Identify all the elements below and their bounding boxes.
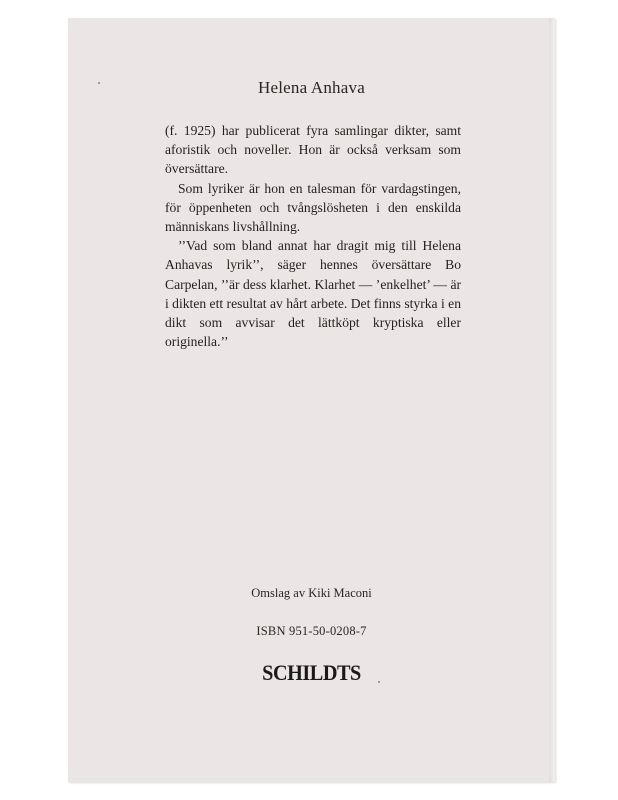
cover-credit: Omslag av Kiki Maconi bbox=[251, 586, 372, 600]
isbn: ISBN 951-50-0208-7 bbox=[256, 624, 367, 638]
blurb-paragraph-poet: Som lyriker är hon en talesman för vardagstingen, för öppenheten och tvångslösheten i den enskilda människans livshållning. bbox=[165, 180, 461, 235]
author-name: Helena Anhava bbox=[258, 78, 365, 97]
blurb-paragraph-bio: (f. 1925) har publicerat fyra samlingar dikter, samt aforistik och noveller. Hon är också verksam som översättare. bbox=[165, 123, 461, 177]
publisher-logo: SCHILDTS bbox=[262, 660, 361, 685]
book-back-cover bbox=[68, 18, 555, 782]
cover-edge bbox=[549, 18, 555, 782]
blurb-text bbox=[165, 121, 461, 351]
blurb-paragraph-quote: ’’Vad som bland annat har dragit mig till Helena Anhavas lyrik’’, säger hennes översättare Bo Carpelan, ’’är dess klarhet. Klarhet — ’enkelhet’ — är i dikten ett resultat av hårt arbete. Det finns styrka i en dikt som avvisar det lättköpt kryptiska eller originella.’’ bbox=[165, 238, 461, 350]
